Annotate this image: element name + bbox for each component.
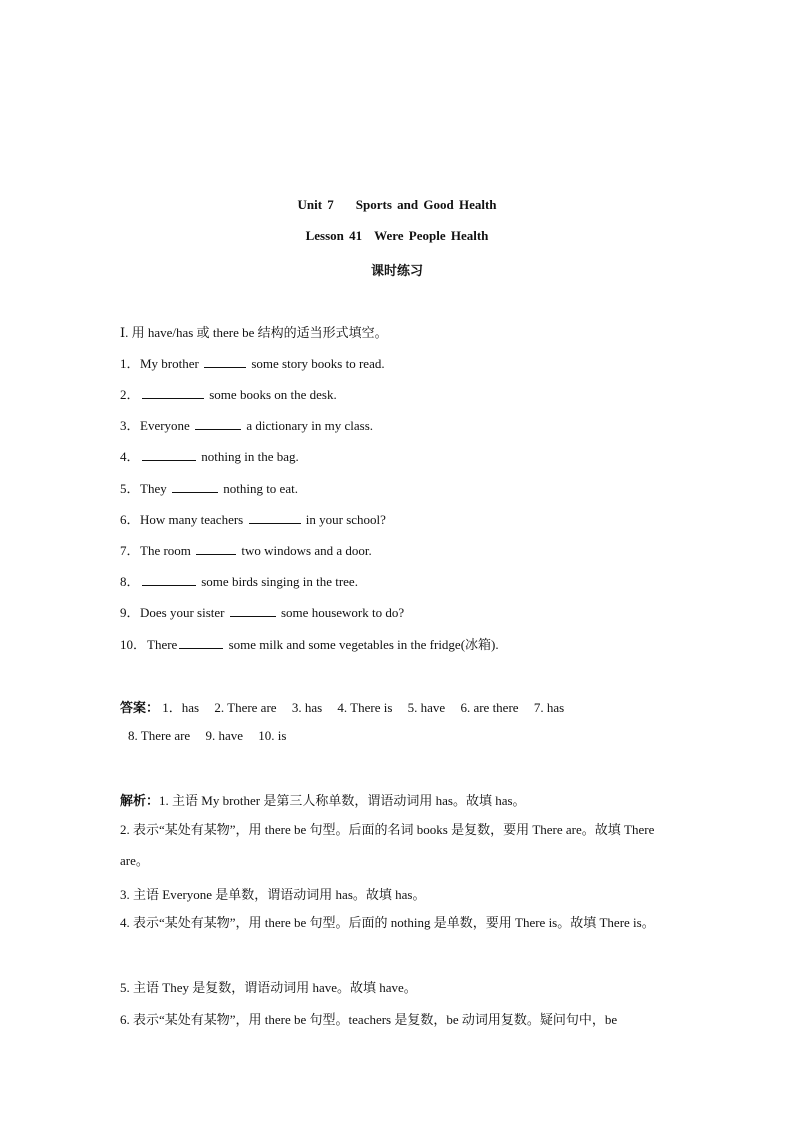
answer-item: 5. have — [407, 700, 446, 715]
question-4: 4． nothing in the bag. — [120, 449, 299, 464]
lesson-name: Were People Health — [374, 228, 489, 243]
answers-line-2 — [128, 728, 298, 744]
question-1: 1．My brother some story books to read. — [120, 356, 385, 371]
question-9: 9．Does your sister some housework to do? — [120, 605, 405, 620]
page-subtitle: 课时练习 — [370, 263, 423, 278]
answer-blank[interactable] — [204, 356, 246, 368]
analysis-item-5: 5. 主语 They 是复数，谓语动词用 have。故填 have。 — [120, 980, 417, 995]
answer-item: 10. is — [258, 728, 287, 743]
unit-title — [0, 197, 794, 213]
answer-blank[interactable] — [142, 574, 196, 586]
analysis-item-1: 解析：1. 主语 My brother 是第三人称单数，谓语动词用 has。故填 has。 — [120, 793, 526, 808]
analysis-item-4: 4. 表示“某处有某物”，用 there be 句型。后面的 nothing 是单数，要用 There is。故填 There is。 — [120, 915, 655, 930]
answers-line-1 — [120, 697, 576, 716]
lesson-number: Lesson 41 — [305, 228, 363, 243]
question-7: 7．The room two windows and a door. — [120, 543, 372, 558]
analysis-item-3: 3. 主语 Everyone 是单数，谓语动词用 has。故填 has。 — [120, 887, 426, 902]
answers-label: 答案： — [120, 700, 160, 715]
unit-number: Unit 7 — [297, 197, 334, 212]
answer-item: 3. has — [291, 700, 323, 715]
answer-blank[interactable] — [179, 637, 223, 649]
answer-item: 1．has — [162, 700, 200, 715]
analysis-item-6: 6. 表示“某处有某物”，用 there be 句型。teachers 是复数，be 动词用复数。疑问句中，be — [120, 1012, 618, 1027]
answer-item: 8. There are — [128, 728, 191, 743]
answer-blank[interactable] — [249, 512, 301, 524]
lesson-title — [0, 228, 794, 244]
question-2: 2． some books on the desk. — [120, 387, 337, 402]
analysis-item-2: 2. 表示“某处有某物”，用 there be 句型。后面的名词 books 是复数，要用 There are。故填 There are。 — [120, 822, 655, 868]
answer-blank[interactable] — [142, 449, 196, 461]
question-6: 6．How many teachers in your school? — [120, 512, 386, 527]
section1-instruction: Ⅰ. 用 have/has 或 there be 结构的适当形式填空。 — [120, 325, 388, 340]
question-5: 5．They nothing to eat. — [120, 481, 298, 496]
question-8: 8． some birds singing in the tree. — [120, 574, 358, 589]
answer-blank[interactable] — [196, 543, 236, 555]
question-3: 3．Everyone a dictionary in my class. — [120, 418, 374, 433]
answer-item: 4. There is — [337, 700, 393, 715]
answer-item: 6. are there — [460, 700, 519, 715]
answer-blank[interactable] — [230, 605, 276, 617]
answer-blank[interactable] — [142, 387, 204, 399]
answer-item: 7. has — [533, 700, 565, 715]
answer-item: 2. There are — [214, 700, 277, 715]
question-10: 10．There some milk and some vegetables in the fridge(冰箱). — [120, 637, 499, 652]
unit-name: Sports and Good Health — [355, 197, 497, 212]
answer-blank[interactable] — [172, 481, 218, 493]
answer-blank[interactable] — [195, 418, 241, 430]
answer-item: 9. have — [205, 728, 243, 743]
analysis-label: 解析： — [120, 793, 160, 808]
